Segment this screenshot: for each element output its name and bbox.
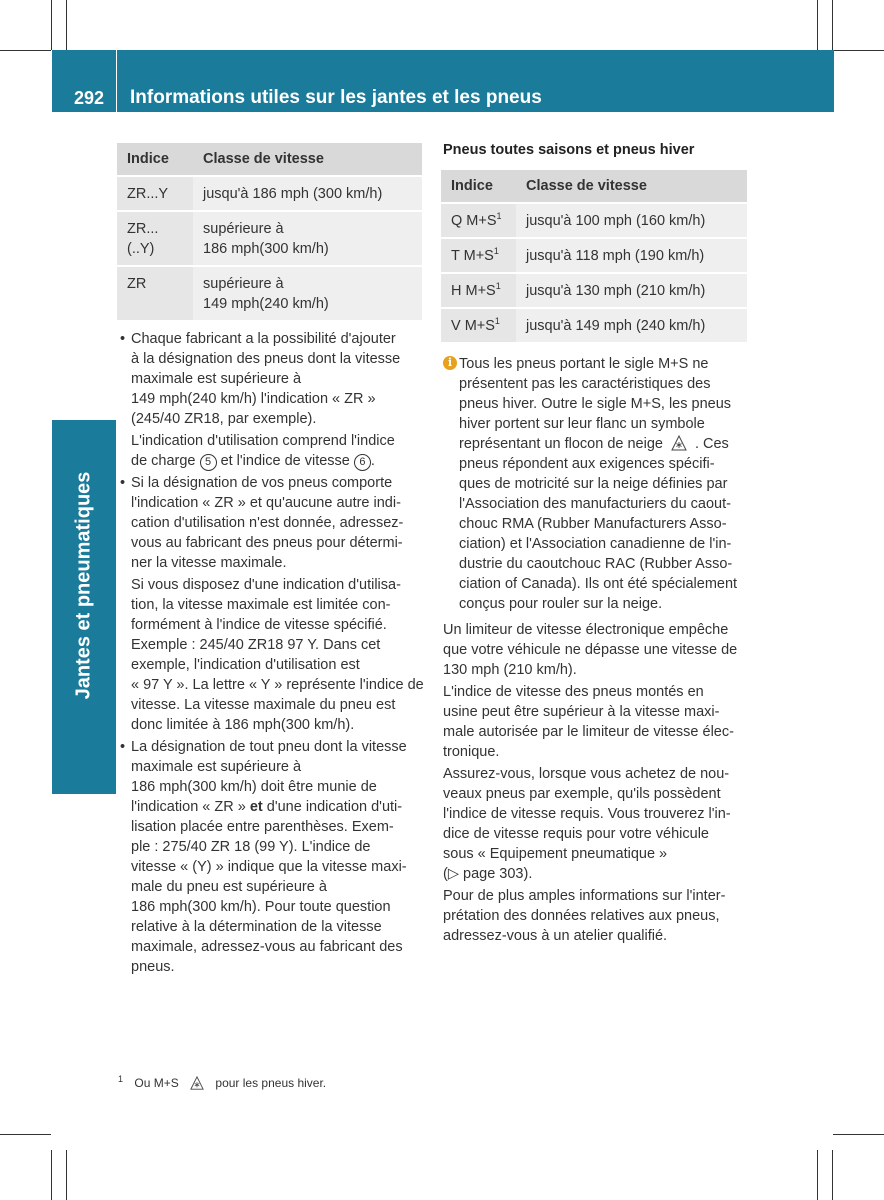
text-line: vitesse « (Y) » indique que la vitesse maxi- (131, 859, 407, 875)
chapter-tab-text: Jantes et pneumatiques (72, 471, 95, 699)
table-cell-speed-class: jusqu'à 130 mph (210 km/h) (516, 273, 747, 308)
table-cell-speed-class (193, 266, 422, 321)
crop-mark (66, 1150, 67, 1200)
page-reference-link[interactable]: (▷ page 303). (443, 866, 533, 882)
text-line: « 97 Y ». La lettre « Y » représente l'indice de (131, 677, 424, 693)
text-line: ques de motricité sur la neige définies par (459, 476, 728, 492)
text-line: pneus répondent aux exigences spécifi- (459, 456, 715, 472)
text-line: de charge (131, 453, 196, 469)
text-line: prétation des données relatives aux pneus, (443, 908, 720, 924)
crop-mark (0, 50, 51, 51)
page-number: 292 (74, 88, 105, 108)
text-line: à la désignation des pneus dont la vitesse (131, 351, 401, 367)
text-line: exemple, l'indication d'utilisation est (131, 657, 360, 673)
cell-line: jusqu'à 186 mph (300 km/h) (203, 186, 383, 202)
text-line: 186 mph(300 km/h). Pour toute question (131, 899, 391, 915)
text-line: d'une indication d'uti- (266, 799, 403, 815)
table-cell-index: ZR...(..Y) (117, 211, 193, 266)
text-line: vitesse. La vitesse maximale du pneu est (131, 697, 396, 713)
table-header-speed-class: Classe de vitesse (516, 170, 747, 203)
table-row (117, 211, 422, 266)
text-line: sous « Equipement pneumatique » (443, 846, 668, 862)
chapter-tab-strip (100, 755, 116, 794)
table-header-row (441, 170, 747, 203)
crop-mark (833, 1134, 884, 1135)
table-cell-speed-class (193, 211, 422, 266)
circled-number-5: 5 (200, 454, 217, 471)
table-header-speed-class: Classe de vitesse (193, 143, 422, 176)
text-line: relative à la détermination de la vitesse (131, 919, 382, 935)
cell-line: supérieure à (203, 276, 284, 292)
cell-text: H M+S (451, 283, 496, 299)
text-line: veaux pneus par exemple, qu'ils possèdent (443, 786, 721, 802)
crop-mark (51, 0, 52, 50)
table-cell-index (441, 273, 516, 308)
text-line: conçus pour rouler sur la neige. (459, 596, 663, 612)
text-line: . Ces (694, 436, 729, 452)
cell-text: T M+S (451, 248, 494, 264)
text-line: Assurez-vous, lorsque vous achetez de nou- (443, 766, 730, 782)
text-line: male autorisée par le limiteur de vitesse élec- (443, 724, 734, 740)
table-header-index: Indice (117, 143, 193, 176)
paragraph-factory-tyres (443, 682, 753, 762)
text-line: dice de vitesse requis pour votre véhicule (443, 826, 709, 842)
crop-mark (817, 0, 818, 50)
table-cell-speed-class (193, 176, 422, 211)
text-line: l'indice de vitesse requis. Vous trouverez l'in- (443, 806, 731, 822)
text-line: ple : 275/40 ZR 18 (99 Y). L'indice de (131, 839, 371, 855)
text-line: adressez-vous à un atelier qualifié. (443, 928, 668, 944)
text-line: Tous les pneus portant le sigle M+S ne (459, 356, 709, 372)
text-line: tion, la vitesse maximale est limitée con- (131, 597, 391, 613)
text-emphasis: et (249, 799, 263, 815)
cell-text: V M+S (451, 318, 495, 334)
text-line: que votre véhicule ne dépasse une vitesse de (443, 642, 738, 658)
text-line: lisation placée entre parenthèses. Exem- (131, 819, 394, 835)
bullet-zr-designation (120, 329, 425, 471)
paragraph-more-info (443, 886, 753, 946)
cell-line: supérieure à (203, 221, 284, 237)
text-line: 130 mph (210 km/h). (443, 662, 577, 678)
text-line: tronique. (443, 744, 500, 760)
text-line: (245/40 ZR18, par exemple). (131, 411, 317, 427)
text-line: ner la vitesse maximale. (131, 555, 287, 571)
text-line: ciation of Canada). Ils ont été spécialement (459, 576, 738, 592)
text-line: représentant un flocon de neige (459, 436, 663, 452)
text-line: La désignation de tout pneu dont la vitesse (131, 739, 407, 755)
bullet-subparagraph (131, 575, 425, 735)
text-line: l'indication « ZR » et qu'aucune autre indi- (131, 495, 401, 511)
text-line: formément à l'indice de vitesse spécifié. (131, 617, 387, 633)
crop-mark (832, 0, 833, 50)
bullet-zr-parentheses (120, 737, 425, 977)
bullet-zr-no-usage (120, 473, 425, 735)
text-line: male du pneu est supérieure à (131, 879, 327, 895)
text-line: dustrie du caoutchouc RAC (Rubber Asso- (459, 556, 733, 572)
table-row (117, 176, 422, 211)
table-cell-index: ZR (117, 266, 193, 321)
text-line: pneus hiver. Outre le sigle M+S, les pneus (459, 396, 732, 412)
info-note (443, 354, 753, 614)
footnote-ref: 1 (496, 211, 502, 222)
text-line: Exemple : 245/40 ZR18 97 Y. Dans cet (131, 637, 381, 653)
table-row (117, 266, 422, 321)
bullet-subparagraph: L'indication d'utilisation comprend l'indice de charge 5 et l'indice de vitesse 6 . (131, 433, 395, 469)
table-row (441, 203, 747, 238)
snowflake-mountain-icon (190, 1076, 204, 1090)
cell-line: 149 mph(240 km/h) (203, 296, 329, 312)
text-line: Si la désignation de vos pneus comporte (131, 475, 393, 491)
crop-mark (833, 50, 884, 51)
crop-mark (0, 1134, 51, 1135)
footnote-mark: 1 (118, 1074, 124, 1084)
text-line: vous au fabricant des pneus pour détermi- (131, 535, 403, 551)
text-line: 186 mph(300 km/h) doit être munie de (131, 779, 377, 795)
cell-line: 186 mph(300 km/h) (203, 241, 329, 257)
text-line: L'indice de vitesse des pneus montés en (443, 684, 704, 700)
table-row (441, 238, 747, 273)
footnote-ref: 1 (494, 316, 500, 327)
footnote-ref: 1 (493, 246, 499, 257)
text-line: L'indication d'utilisation comprend l'indice (131, 433, 395, 449)
footnote-ref: 1 (495, 281, 501, 292)
text-line: donc limitée à 186 mph(300 km/h). (131, 717, 355, 733)
text-line: présentent pas les caractéristiques des (459, 376, 711, 392)
table-cell-speed-class: jusqu'à 100 mph (160 km/h) (516, 203, 747, 238)
table-row (441, 273, 747, 308)
table-cell-index (441, 238, 516, 273)
crop-mark (51, 1150, 52, 1200)
table-cell-index (441, 308, 516, 343)
page-title: Informations utiles sur les jantes et les pneus (130, 87, 542, 108)
footnote-text: pour les pneus hiver. (215, 1076, 327, 1090)
table-cell-speed-class: jusqu'à 118 mph (190 km/h) (516, 238, 747, 273)
crop-mark (832, 1150, 833, 1200)
section-heading: Pneus toutes saisons et pneus hiver (443, 142, 695, 158)
circled-number-6: 6 (354, 454, 371, 471)
info-icon: i (443, 356, 457, 370)
text-line: maximale est supérieure à (131, 759, 302, 775)
text-line: chouc RMA (Rubber Manufacturers Asso- (459, 516, 727, 532)
text-line: l'indication « ZR » (131, 799, 246, 815)
text-line: cation d'utilisation n'est donnée, adressez- (131, 515, 404, 531)
text-line: ciation) et l'Association canadienne de l'in- (459, 536, 732, 552)
footnote (118, 1074, 326, 1090)
table-cell-index (441, 203, 516, 238)
table-cell-speed-class: jusqu'à 149 mph (240 km/h) (516, 308, 747, 343)
speed-index-table (117, 143, 422, 322)
text-line: pneus. (131, 959, 175, 975)
ms-speed-index-table (441, 170, 747, 344)
text-line: Un limiteur de vitesse électronique empêche (443, 622, 729, 638)
text-line: l'Association des manufacturiers du caout- (459, 496, 731, 512)
text-line: Chaque fabricant a la possibilité d'ajouter (131, 331, 396, 347)
crop-mark (66, 0, 67, 50)
snowflake-mountain-icon (671, 435, 687, 451)
crop-mark (817, 1150, 818, 1200)
table-header-row (117, 143, 422, 176)
table-cell-index: ZR...Y (117, 176, 193, 211)
paragraph-speed-limiter (443, 620, 753, 680)
left-column-text (120, 329, 425, 979)
text-line: Si vous disposez d'une indication d'utilisa- (131, 577, 401, 593)
right-column-text (443, 354, 753, 948)
text-line: usine peut être supérieur à la vitesse maxi- (443, 704, 720, 720)
text-line: 149 mph(240 km/h) l'indication « ZR » (131, 391, 376, 407)
table-row (441, 308, 747, 343)
text-line: Pour de plus amples informations sur l'inter- (443, 888, 726, 904)
cell-text: Q M+S (451, 213, 497, 229)
table-header-index: Indice (441, 170, 516, 203)
chapter-tab-label (52, 420, 116, 750)
text-line: hiver portent sur leur flanc un symbole (459, 416, 705, 432)
paragraph-buying-tyres (443, 764, 753, 884)
text-line: maximale est supérieure à (131, 371, 302, 387)
text-line: maximale, adressez-vous au fabricant des (131, 939, 403, 955)
footnote-text: Ou M+S (134, 1076, 179, 1090)
text-line: et l'indice de vitesse (220, 453, 350, 469)
